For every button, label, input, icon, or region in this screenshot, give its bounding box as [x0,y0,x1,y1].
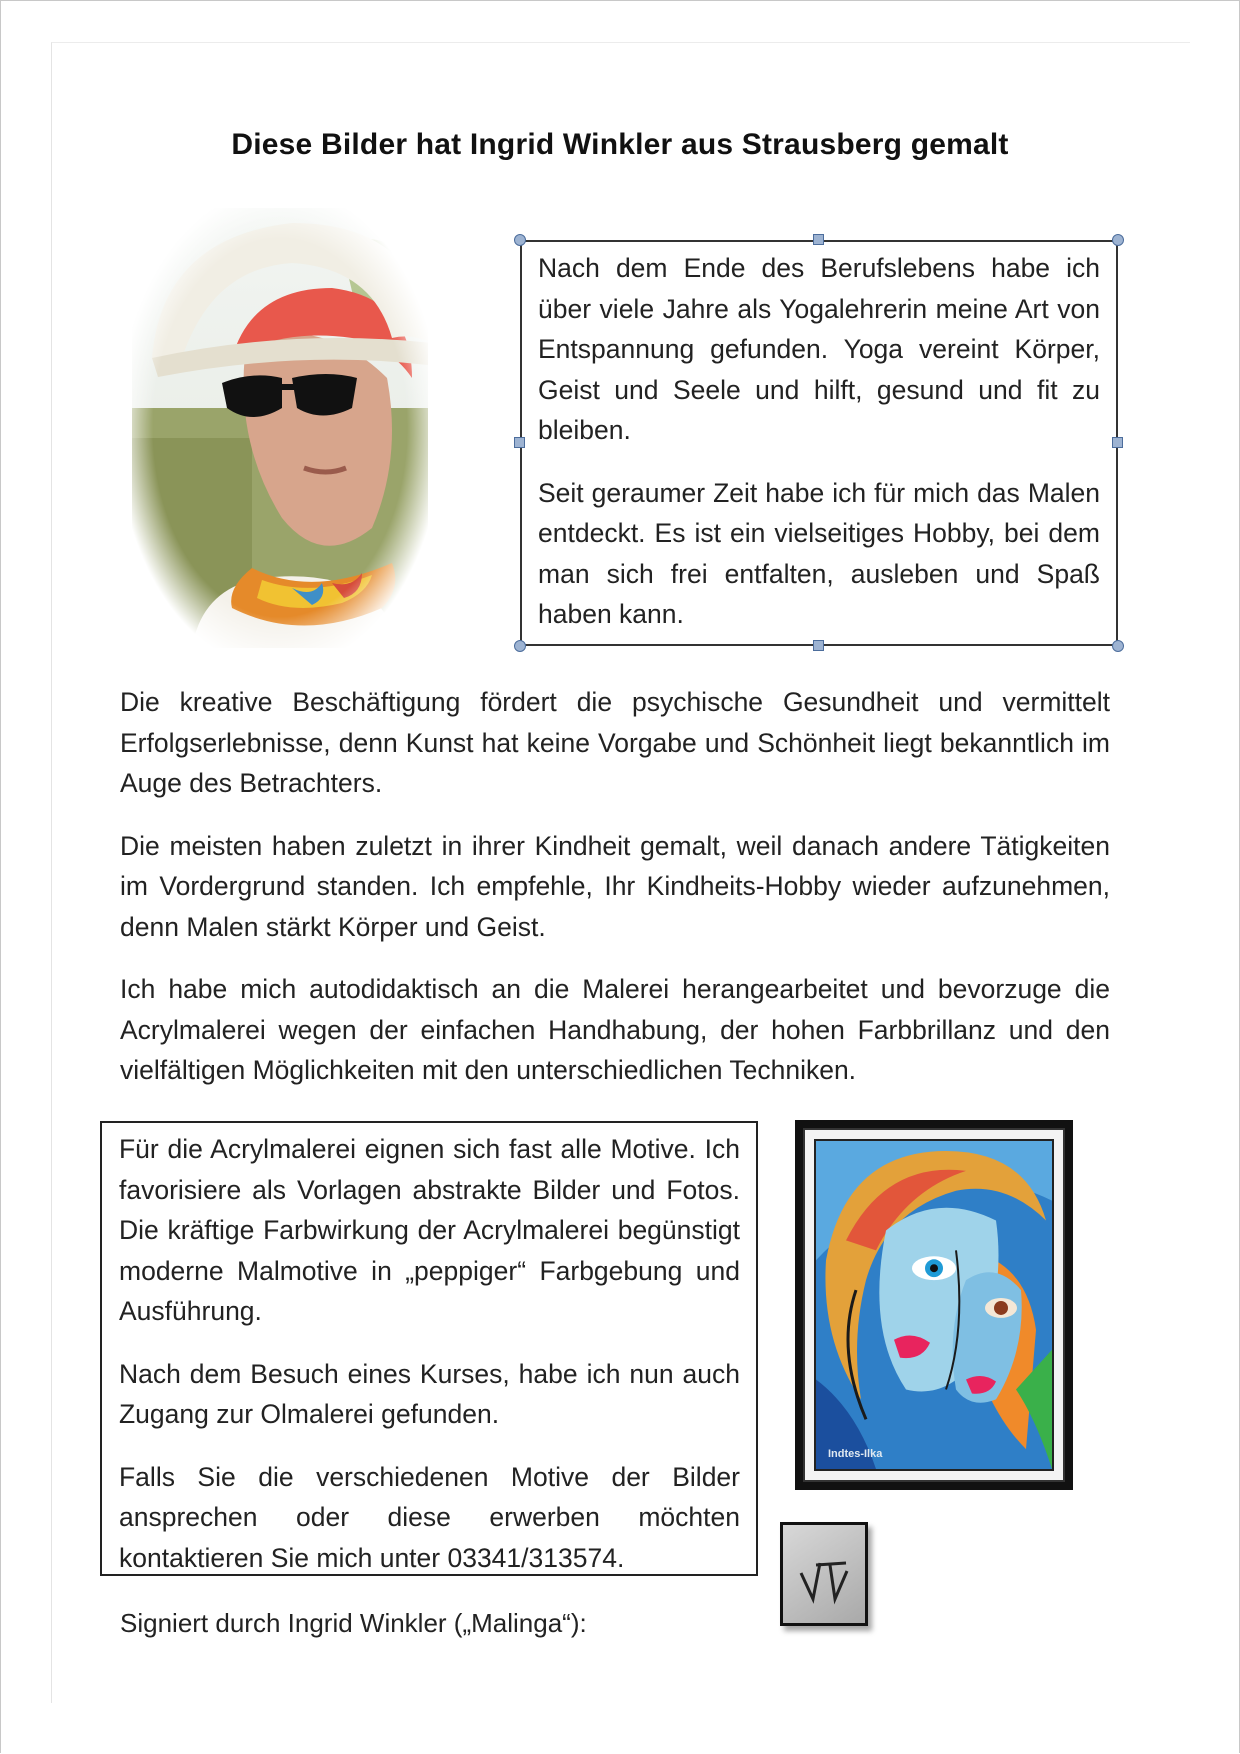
signature-mark [780,1522,868,1626]
portrait-photo [132,208,428,648]
painting-artist-signature: Indtes-Ilka [828,1448,883,1461]
resize-handle-top-left[interactable] [514,234,526,246]
signature-mark-drawing [783,1525,865,1623]
intro-paragraph-1: Nach dem Ende des Berufslebens habe ich über viele Jahre als Yogalehrerin meine Art von Entspannung gefunden. Yoga vereint Körper, Geist und Seele und hilft, gesund und fit zu bleiben. [538,253,1100,445]
motive-textbox[interactable] [100,1121,758,1576]
signed-by-text: Signiert durch Ingrid Winkler („Malinga“): [120,1608,587,1638]
abstract-painting [814,1139,1054,1471]
motive-paragraph-3: Falls Sie die verschiedenen Motive der Bilder ansprechen oder diese erwerben möchten kontaktieren Sie mich unter 03341/313574. [119,1461,740,1573]
painting-mat [803,1128,1065,1482]
body-text [120,682,1110,1091]
abstract-faces-illustration [816,1141,1052,1469]
resize-handle-middle-right[interactable] [1112,437,1123,448]
resize-handle-top-center[interactable] [813,234,824,245]
motive-paragraph-1: Für die Acrylmalerei eignen sich fast alle Motive. Ich favorisiere als Vorlagen abstrakte Bilder und Fotos. Die kräftige Farbwirkung der Acrylmalerei begünstigt moderne Malmotive in „peppiger“ Farbgebung und Ausführung. [119,1134,740,1326]
body-paragraph-3: Ich habe mich autodidaktisch an die Malerei herangearbeitet und bevorzuge die Acrylmalerei wegen der einfachen Handhabung, der hohen Farbbrillanz und den vielfältigen Möglichkeiten mit den unterschiedlichen Techniken. [120,974,1110,1085]
resize-handle-bottom-right[interactable] [1112,640,1124,652]
intro-paragraph-2: Seit geraumer Zeit habe ich für mich das Malen entdeckt. Es ist ein vielseitiges Hobby, bei dem man sich frei entfalten, ausleben und Spaß haben kann. [538,477,1100,629]
resize-handle-bottom-left[interactable] [514,640,526,652]
body-paragraph-1: Die kreative Beschäftigung fördert die psychische Gesundheit und vermittelt Erfolgserlebnisse, denn Kunst hat keine Vorgabe und Schönheit liegt bekanntlich im Auge des Betrachters. [120,687,1110,798]
resize-handle-top-right[interactable] [1112,234,1124,246]
resize-handle-bottom-center[interactable] [813,640,824,651]
intro-textbox[interactable] [520,240,1118,646]
body-paragraph-2: Die meisten haben zuletzt in ihrer Kindheit gemalt, weil danach andere Tätigkeiten im Vordergrund standen. Ich empfehle, Ihr Kindheits-Hobby wieder aufzunehmen, denn Malen stärkt Körper und Geist. [120,830,1110,942]
resize-handle-middle-left[interactable] [514,437,525,448]
motive-paragraph-2: Nach dem Besuch eines Kurses, habe ich nun auch Zugang zur Olmalerei gefunden. [119,1358,740,1429]
page-title: Diese Bilder hat Ingrid Winkler aus Strausberg gemalt [231,128,1009,161]
painting-frame [795,1120,1073,1490]
